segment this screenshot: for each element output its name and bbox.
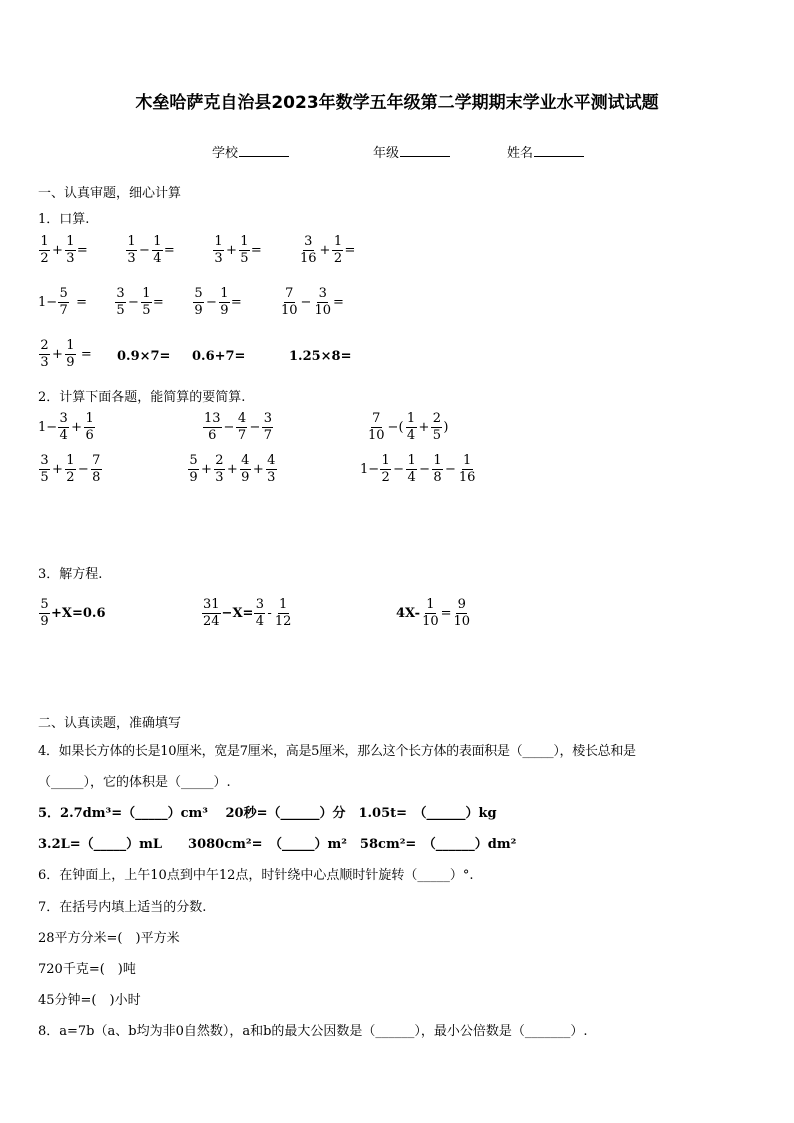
q7: 7．在括号内填上适当的分数. (38, 900, 207, 915)
school-label: 学校 (212, 146, 239, 161)
fraction: $\frac{3}{7}$ (263, 411, 272, 443)
school-blank (239, 144, 289, 157)
q3-eq2: $\frac{31}{24}$ −X= $\frac{3}{4}$ - $\frac{1}{12}$ (203, 597, 292, 629)
fraction: $\frac{3}{4}$ (255, 597, 265, 629)
name-field (507, 142, 584, 161)
q1-r2-e3: $\frac{5}{9}$ − $\frac{1}{9}$ = (194, 286, 242, 318)
fraction: $\frac{1}{2}$ (333, 234, 343, 266)
fraction: $\frac{31}{24}$ (203, 597, 220, 629)
q1-r1-e3: $\frac{1}{3}$ + $\frac{1}{5}$ = (214, 234, 262, 266)
q3-eq1: $\frac{5}{9}$ +X=0.6 (40, 597, 106, 629)
q1-r3-e3: 0.6+7= (192, 349, 246, 364)
q4-line1: 4．如果长方体的长是10厘米，宽是7厘米，高是5厘米，那么这个长方体的表面积是（_____），棱长总和是 (38, 744, 636, 759)
q1-r2-e2: $\frac{3}{5}$ − $\frac{1}{5}$ = (116, 286, 164, 318)
q2-e1: 1− $\frac{3}{4}$ + $\frac{1}{6}$ (38, 411, 94, 443)
q7-b: 720千克=( )吨 (38, 962, 136, 977)
fraction: $\frac{1}{9}$ (220, 286, 229, 318)
fraction: $\frac{1}{3}$ (66, 234, 75, 266)
q3-eq3: 4X- $\frac{1}{10}$ = $\frac{9}{10}$ (396, 597, 471, 629)
q1-r3-e1: $\frac{2}{3}$ + $\frac{1}{9}$ = (40, 338, 92, 370)
q5-line2: 3.2L=（_____）mL 3080cm²= （_____）m² 58cm²= （______）dm² (38, 837, 517, 852)
fraction: $\frac{3}{10}$ (314, 286, 331, 318)
fraction: $\frac{4}{9}$ (241, 453, 250, 485)
q1-r2-e4: $\frac{7}{10}$ − $\frac{3}{10}$ = (281, 286, 344, 318)
fraction: $\frac{4}{3}$ (267, 453, 276, 485)
fraction: $\frac{1}{8}$ (433, 453, 442, 485)
fraction: $\frac{3}{4}$ (59, 411, 68, 443)
fraction: $\frac{1}{6}$ (85, 411, 94, 443)
fraction: $\frac{1}{2}$ (66, 453, 75, 485)
fraction: $\frac{1}{5}$ (240, 234, 249, 266)
q1-r2-e1: 1− $\frac{5}{7}$ = (38, 286, 88, 318)
fraction: $\frac{2}{3}$ (40, 338, 49, 370)
q7-a: 28平方分米=( )平方米 (38, 931, 180, 946)
fraction: $\frac{3}{16}$ (300, 234, 317, 266)
q2-label: 2．计算下面各题，能简算的要简算. (38, 390, 246, 405)
section-1-heading: 一、认真审题，细心计算 (38, 186, 182, 201)
q4-line2: （_____），它的体积是（_____）. (38, 775, 231, 790)
section-2-heading: 二、认真读题，准确填写 (38, 716, 182, 731)
fraction: $\frac{1}{2}$ (40, 234, 49, 266)
fraction: $\frac{1}{2}$ (381, 453, 390, 485)
fraction: $\frac{1}{3}$ (214, 234, 223, 266)
fraction: $\frac{7}{10}$ (368, 411, 385, 443)
fraction: $\frac{5}{7}$ (59, 286, 68, 318)
fraction: $\frac{2}{3}$ (215, 453, 224, 485)
fraction: $\frac{13}{6}$ (204, 411, 221, 443)
q1-r1-e2: $\frac{1}{3}$ − $\frac{1}{4}$ = (127, 234, 175, 266)
q2-e4: $\frac{3}{5}$ + $\frac{1}{2}$ − $\frac{7}{8}$ (40, 453, 101, 485)
q1-r3-e2: 0.9×7= (117, 349, 171, 364)
school-field (212, 142, 289, 161)
fraction: $\frac{1}{4}$ (153, 234, 162, 266)
fraction: $\frac{1}{16}$ (458, 453, 476, 485)
grade-field (373, 142, 450, 161)
q2-e3: $\frac{7}{10}$ −( $\frac{1}{4}$ + $\frac{2}{5}$ ) (368, 411, 449, 443)
fraction: $\frac{5}{9}$ (40, 597, 49, 629)
fraction: $\frac{9}{10}$ (453, 597, 471, 629)
name-label: 姓名 (507, 146, 534, 161)
fraction: $\frac{4}{7}$ (237, 411, 247, 443)
q1-r1-e4: $\frac{3}{16}$ + $\frac{1}{2}$ = (300, 234, 356, 266)
fraction: $\frac{3}{5}$ (116, 286, 125, 318)
fraction: $\frac{1}{3}$ (127, 234, 136, 266)
fraction: $\frac{1}{4}$ (407, 453, 416, 485)
fraction: $\frac{1}{12}$ (274, 597, 292, 629)
q2-e6: 1− $\frac{1}{2}$ − $\frac{1}{4}$ − $\frac{1}{8}$ − $\frac{1}{16}$ (360, 453, 476, 485)
q5-line1: 5．2.7dm³=（_____）cm³ 20秒=（______）分 1.05t= （______）kg (38, 806, 497, 821)
page-title: 木垒哈萨克自治县2023年数学五年级第二学期期末学业水平测试试题 (135, 93, 659, 113)
q1-r3-e4: 1.25×8= (289, 349, 352, 364)
q8: 8．a=7b（a、b均为非0自然数），a和b的最大公因数是（______），最小公倍数是（_______）. (38, 1024, 588, 1039)
fraction: $\frac{5}{9}$ (194, 286, 203, 318)
q3-label: 3．解方程. (38, 567, 103, 582)
grade-label: 年级 (373, 146, 400, 161)
fraction: $\frac{1}{4}$ (406, 411, 416, 443)
fraction: $\frac{2}{5}$ (432, 411, 442, 443)
fraction: $\frac{5}{9}$ (189, 453, 198, 485)
fraction: $\frac{7}{10}$ (281, 286, 298, 318)
fraction: $\frac{1}{9}$ (66, 338, 75, 370)
fraction: $\frac{1}{10}$ (422, 597, 439, 629)
name-blank (534, 144, 584, 157)
q6: 6．在钟面上，上午10点到中午12点，时针绕中心点顺时针旋转（_____）°. (38, 868, 474, 883)
fraction: $\frac{7}{8}$ (92, 453, 101, 485)
q1-label: 1．口算. (38, 212, 90, 227)
q2-e2: $\frac{13}{6}$ − $\frac{4}{7}$ − $\frac{3}{7}$ (204, 411, 272, 443)
grade-blank (400, 144, 450, 157)
fraction: $\frac{3}{5}$ (40, 453, 49, 485)
q2-e5: $\frac{5}{9}$ + $\frac{2}{3}$ + $\frac{4}{9}$ + $\frac{4}{3}$ (189, 453, 276, 485)
fraction: $\frac{1}{5}$ (142, 286, 151, 318)
q7-c: 45分钟=( )小时 (38, 993, 141, 1008)
q1-r1-e1: $\frac{1}{2}$ + $\frac{1}{3}$ = (40, 234, 88, 266)
